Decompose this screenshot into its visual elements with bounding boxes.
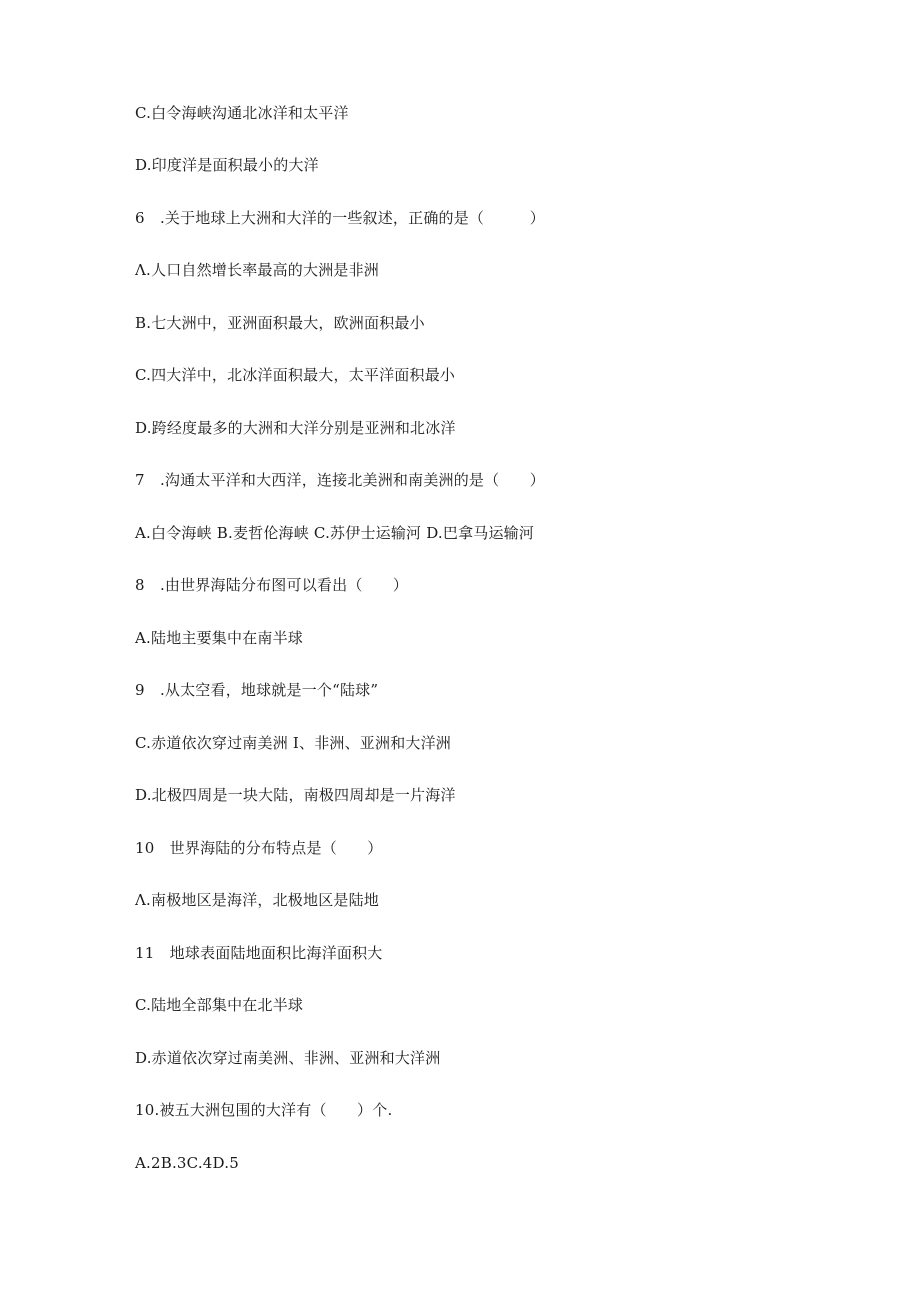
option-d-indian-ocean: D.印度洋是面积最小的大洋 (135, 156, 319, 174)
question-10b: 10.被五大洲包围的大洋有（ ）个. (135, 1101, 393, 1119)
option-c-bering-strait: C.白令海峡沟通北冰洋和太平洋 (135, 104, 349, 122)
question-11-option-c: C.陆地全部集中在北半球 (135, 996, 304, 1014)
question-9-option-c: C.赤道依次穿过南美洲 I、非洲、亚洲和大洋洲 (135, 734, 452, 752)
question-9-option-d: D.北极四周是一块大陆，南极四周却是一片海洋 (135, 786, 456, 804)
question-7-options: A.白令海峡 B.麦哲伦海峡 C.苏伊士运输河 D.巴拿马运输河 (135, 524, 535, 542)
question-6-option-c: C.四大洋中，北冰洋面积最大，太平洋面积最小 (135, 366, 456, 384)
question-7: 7 .沟通太平洋和大西洋，连接北美洲和南美洲的是（ ） (135, 471, 545, 489)
question-8: 8 .由世界海陆分布图可以看出（ ） (135, 576, 409, 594)
question-10b-options: A.2B.3C.4D.5 (135, 1154, 239, 1172)
question-11-option-d: D.赤道依次穿过南美洲、非洲、亚洲和大洋洲 (135, 1049, 441, 1067)
question-8-option-a: A.陆地主要集中在南半球 (135, 629, 304, 647)
question-9: 9 .从太空看，地球就是一个“陆球” (135, 681, 379, 699)
question-10: 10 世界海陆的分布特点是（ ） (135, 839, 383, 857)
question-6-option-a: Λ.人口自然增长率最高的大洲是非洲 (135, 261, 380, 279)
question-6-option-b: B.七大洲中，亚洲面积最大，欧洲面积最小 (135, 314, 425, 332)
question-10-option-a: Λ.南极地区是海洋，北极地区是陆地 (135, 891, 380, 909)
question-6: 6 .关于地球上大洲和大洋的一些叙述，正确的是（ ） (135, 209, 545, 227)
question-6-option-d: D.跨经度最多的大洲和大洋分别是亚洲和北冰洋 (135, 419, 456, 437)
question-11: 11 地球表面陆地面积比海洋面积大 (135, 944, 383, 962)
